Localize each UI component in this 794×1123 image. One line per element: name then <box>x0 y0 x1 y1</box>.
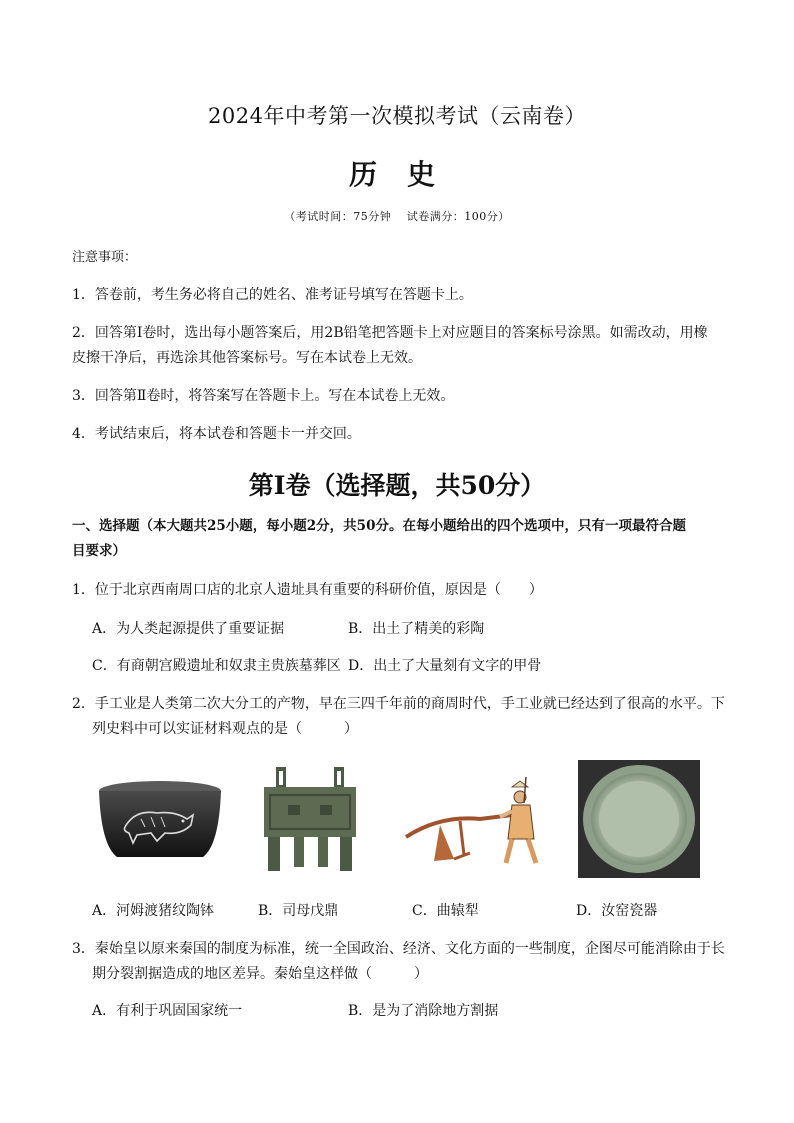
question-1-stem: 1．位于北京西南周口店的北京人遗址具有重要的科研价值，原因是（ ） <box>72 582 543 598</box>
question-2-option-d: D．汝窑瓷器 <box>576 903 658 919</box>
section-title: 第I卷（选择题，共50分） <box>248 471 546 500</box>
question-2-option-a: A．河姆渡猪纹陶钵 <box>92 903 215 919</box>
question-1-option-a: A．为人类起源提供了重要证据 <box>92 621 285 637</box>
notice-item-2-cont: 皮擦干净后，再选涂其他答案标号。写在本试卷上无效。 <box>72 350 422 366</box>
notice-heading: 注意事项： <box>72 250 138 265</box>
section-instruction: 一、选择题（本大题共25小题，每小题2分，共50分。在每小题给出的四个选项中，只有一项最符合题 <box>72 518 686 534</box>
curved-plough-image <box>400 775 550 870</box>
question-2-stem-cont: 列史料中可以实证材料观点的是（ ） <box>92 721 358 737</box>
question-1-option-d: D．出土了大量刻有文字的甲骨 <box>348 658 542 674</box>
bronze-ding-image <box>258 765 362 875</box>
notice-item-2: 2．回答第Ⅰ卷时，选出每小题答案后，用2B铅笔把答题卡上对应题目的答案标号涂黑。如需改动，用橡 <box>72 325 708 341</box>
question-3-stem: 3．秦始皇以原来秦国的制度为标准，统一全国政治、经济、文化方面的一些制度，企图尽可能消除由于长 <box>72 941 725 957</box>
pottery-bowl-image <box>95 775 225 865</box>
question-2-option-c: C．曲辕犁 <box>412 903 479 919</box>
notice-item-3: 3．回答第Ⅱ卷时，将答案写在答题卡上。写在本试卷上无效。 <box>72 388 455 404</box>
question-2-option-b: B．司母戊鼎 <box>258 903 339 919</box>
subject-title: 历史 <box>348 158 465 191</box>
ru-porcelain-image <box>578 760 700 878</box>
exam-time-info: （考试时间：75分钟 试卷满分：100分） <box>284 210 510 223</box>
question-1-option-b: B．出土了精美的彩陶 <box>348 621 485 637</box>
question-3-option-b: B．是为了消除地方割据 <box>348 1003 499 1019</box>
question-3-stem-cont: 期分裂割据造成的地区差异。秦始皇这样做（ ） <box>92 966 428 982</box>
notice-item-4: 4．考试结束后，将本试卷和答题卡一并交回。 <box>72 426 361 442</box>
section-instruction-cont: 目要求） <box>72 543 126 559</box>
question-1-option-c: C．有商朝宫殿遗址和奴隶主贵族墓葬区 <box>92 658 341 674</box>
question-2-stem: 2．手工业是人类第二次大分工的产物，早在三四千年前的商周时代，手工业就已经达到了很高的水平。下 <box>72 696 725 712</box>
exam-title: 2024年中考第一次模拟考试（云南卷） <box>208 104 586 128</box>
notice-item-1: 1．答卷前，考生务必将自己的姓名、准考证号填写在答题卡上。 <box>72 287 473 303</box>
question-3-option-a: A．有利于巩固国家统一 <box>92 1003 243 1019</box>
